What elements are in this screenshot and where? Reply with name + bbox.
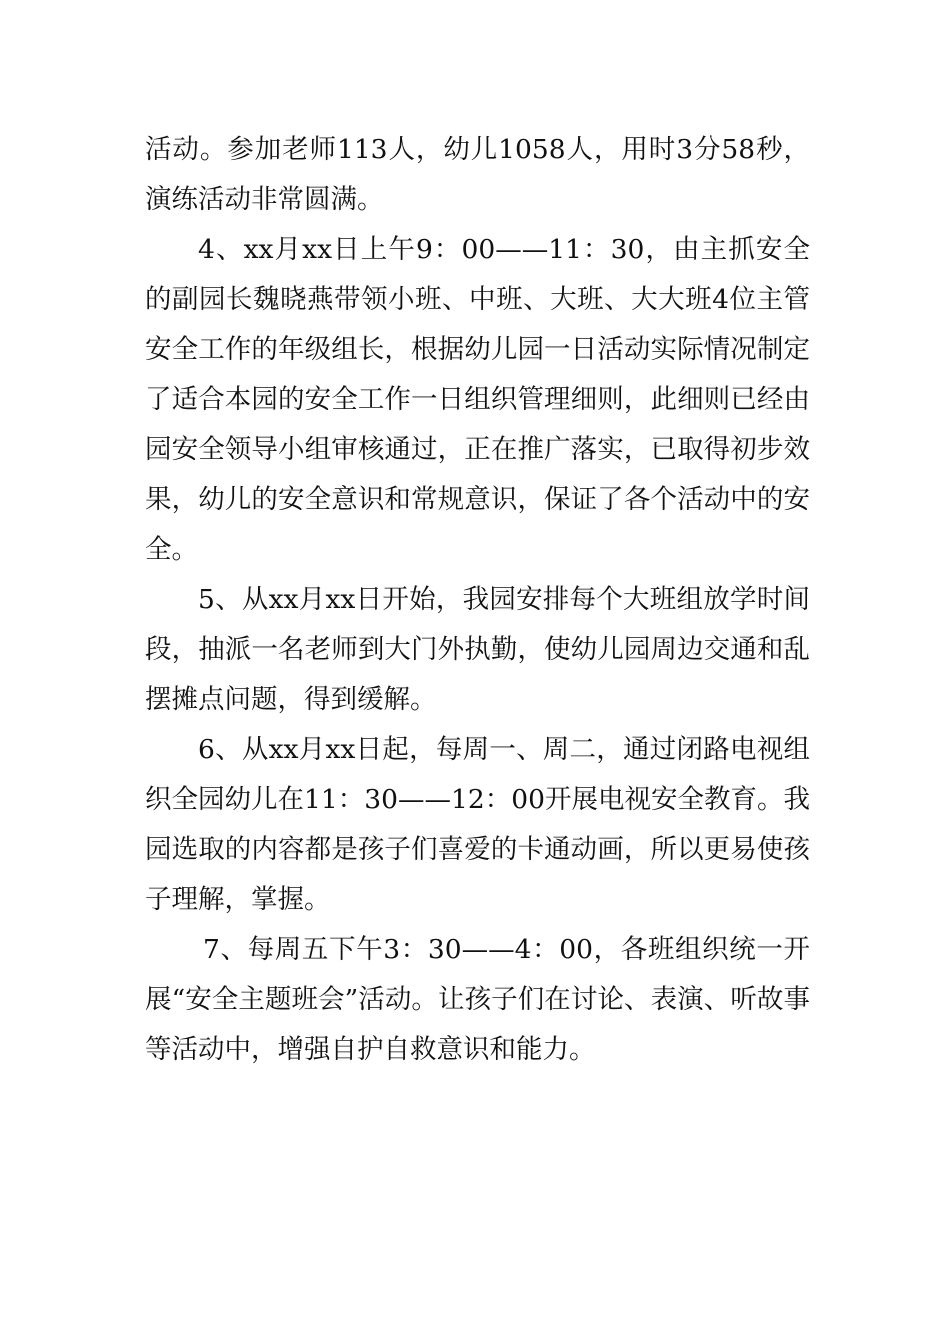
paragraph-item-4: 4、xx月xx日上午9：00——11：30，由主抓安全的副园长魏晓燕带领小班、中班、大班、大大班4位主管安全工作的年级组长，根据幼儿园一日活动实际情况制定了适合本园的安全工作一日组织管理细则，此细则已经由园安全领导小组审核通过，正在推广落实，已取得初步效果，幼儿的安全意识和常规意识，保证了各个活动中的安全。 xyxy=(145,234,810,565)
paragraph-item-5: 5、从xx月xx日开始，我园安排每个大班组放学时间段，抽派一名老师到大门外执勤，使幼儿园周边交通和乱摆摊点问题，得到缓解。 xyxy=(145,584,810,715)
paragraph-item-6: 6、从xx月xx日起，每周一、周二，通过闭路电视组织全园幼儿在11：30——12：00开展电视安全教育。我园选取的内容都是孩子们喜爱的卡通动画，所以更易使孩子理解，掌握。 xyxy=(145,734,810,915)
paragraph-continuation: 活动。参加老师113人，幼儿1058人，用时3分58秒，演练活动非常圆满。 xyxy=(145,134,810,215)
paragraph-item-7: 7、每周五下午3：30——4：00，各班组织统一开展“安全主题班会”活动。让孩子们在讨论、表演、听故事等活动中，增强自护自救意识和能力。 xyxy=(145,934,810,1065)
document-body xyxy=(145,125,810,1075)
